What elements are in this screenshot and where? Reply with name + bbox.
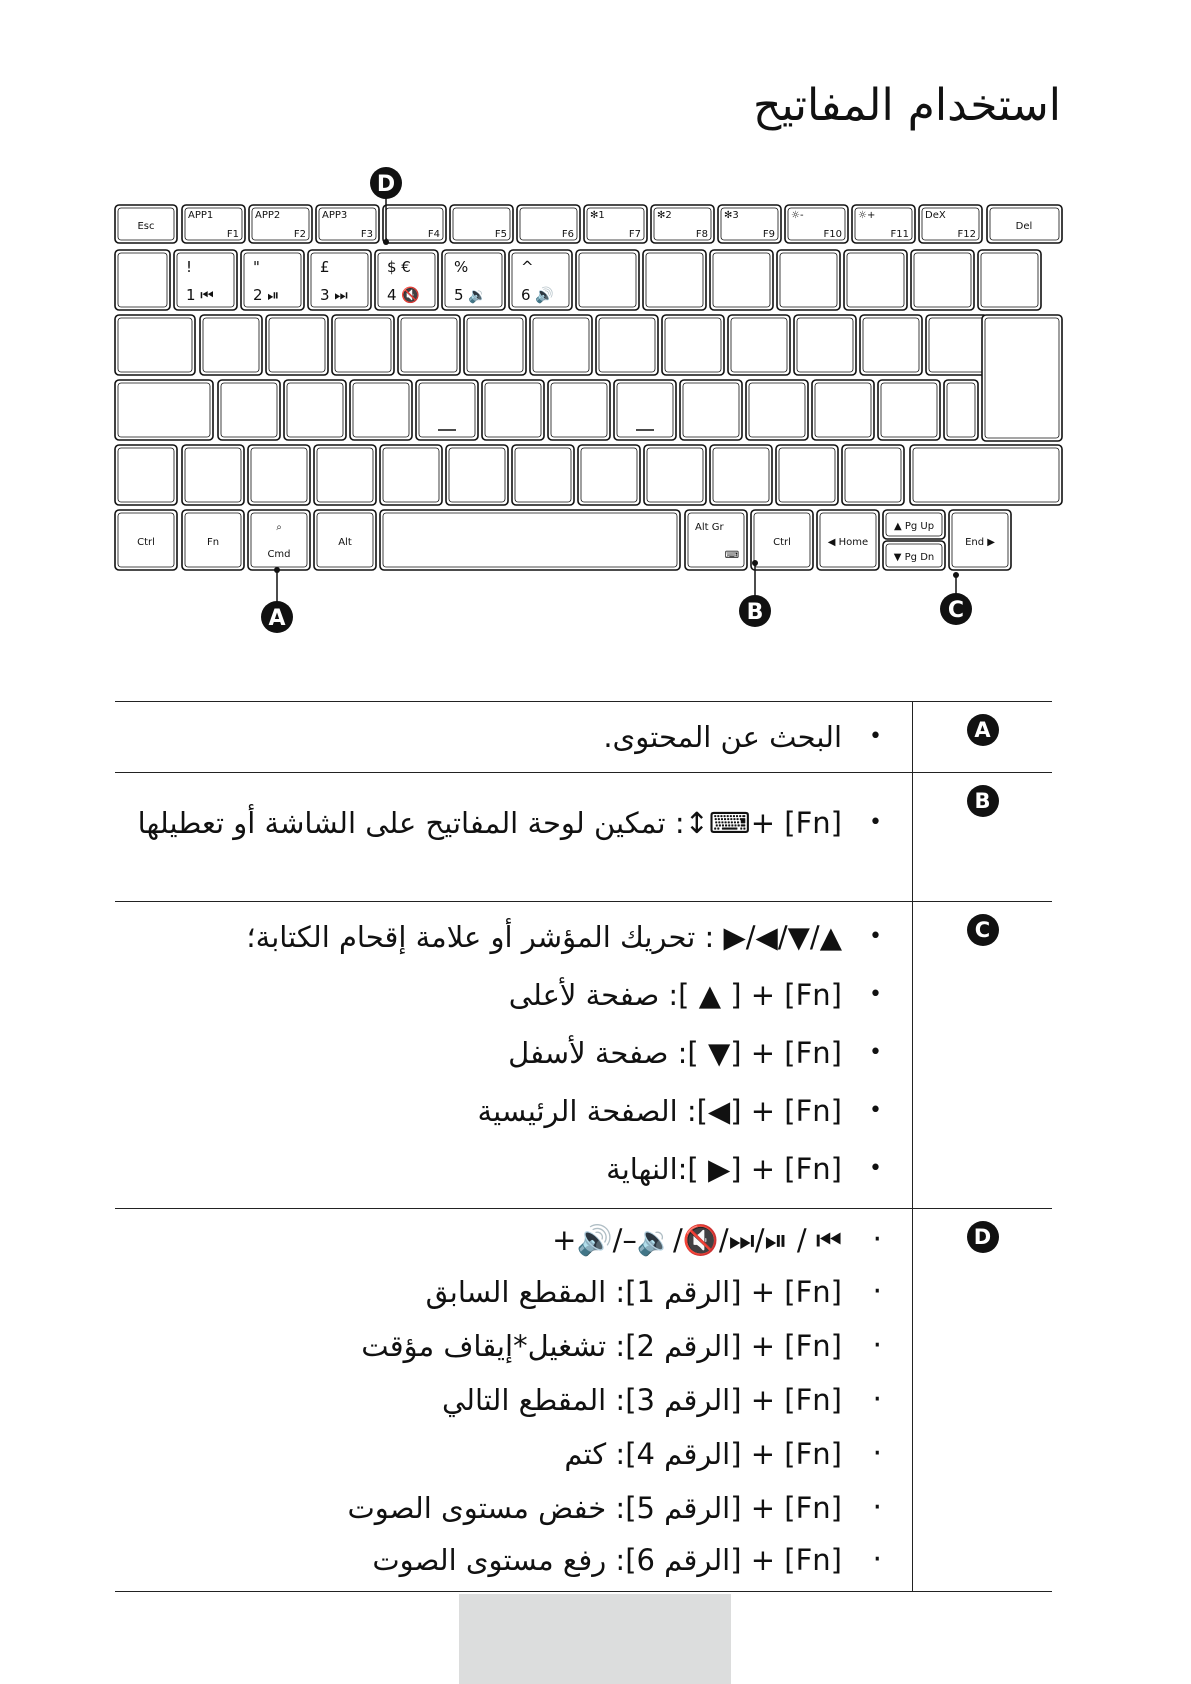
key-fn-number: F1: [226, 229, 239, 240]
key: [644, 445, 706, 505]
key: [662, 315, 724, 375]
key-f12: [919, 205, 982, 243]
row-content: [115, 773, 912, 901]
key-label-pgdn: ▼ Pg Dn: [893, 552, 935, 563]
key-label-pgup: ▲ Pg Up: [893, 521, 935, 532]
key: [643, 250, 706, 310]
key: [926, 315, 988, 375]
key: [416, 380, 478, 440]
key: [794, 315, 856, 375]
key: [446, 445, 508, 505]
table-row: [115, 902, 1052, 1209]
key-fn-label: APP2: [255, 210, 281, 221]
key-label-ctrl: Ctrl: [137, 537, 155, 548]
key: [512, 445, 574, 505]
badge-b: B: [967, 785, 999, 817]
badge-c: C: [967, 914, 999, 946]
key-symbol: £: [320, 258, 330, 276]
key-cmd: [248, 510, 310, 570]
callout-c-anchor: [953, 572, 959, 578]
key: [398, 315, 460, 375]
key: [314, 445, 376, 505]
key-number-label: 3 ⏭: [320, 286, 348, 304]
key-ctrl: [115, 510, 177, 570]
row-label: [912, 902, 1052, 1208]
key-symbol: !: [186, 258, 193, 276]
key-fn-number: F7: [628, 229, 641, 240]
key-f2: [249, 205, 312, 243]
row-label: [912, 773, 1052, 901]
key-f3: [316, 205, 379, 243]
key-f11: [852, 205, 915, 243]
key-fn-number: F6: [561, 229, 574, 240]
badge-d: D: [967, 1221, 999, 1253]
row-content: [115, 1209, 912, 1591]
key: [911, 250, 974, 310]
key-space: [380, 510, 680, 570]
key: [728, 315, 790, 375]
key-label-altgr: Alt Gr: [695, 522, 724, 533]
key-fn-label: ✻1: [590, 210, 605, 221]
key-backtick: [115, 250, 170, 310]
key: [578, 445, 640, 505]
key-enter: [982, 315, 1062, 441]
key: [842, 445, 904, 505]
key: [548, 380, 610, 440]
list-item: · [Fn] + [الرقم 1]: المقطع السابق: [125, 1265, 842, 1319]
key: [182, 445, 244, 505]
key-f7: [584, 205, 647, 243]
key-fn-number: F2: [293, 229, 306, 240]
key-symbol: ^: [521, 258, 534, 276]
key: [530, 315, 592, 375]
key: [350, 380, 412, 440]
key-alt: [314, 510, 376, 570]
key-label-fn: Fn: [206, 537, 220, 548]
list-item: • [Fn] + [▼ ]: صفحة لأسفل: [125, 1024, 842, 1082]
key: [614, 380, 676, 440]
callout-d: [370, 167, 402, 199]
list-item: • [Fn] + [ ▲ ]: صفحة لأعلى: [125, 966, 842, 1024]
key-tab: [115, 315, 195, 375]
key: [878, 380, 940, 440]
table-row: [115, 773, 1052, 902]
key: [844, 250, 907, 310]
key-number-2: [241, 250, 304, 310]
row-label: [912, 702, 1052, 772]
list-item: · [Fn] + [الرقم 5]: خفض مستوى الصوت: [125, 1481, 842, 1535]
key-caps: [115, 380, 213, 440]
footer-bar: [459, 1594, 731, 1684]
key: [710, 250, 773, 310]
page-title: استخدام المفاتيح: [753, 80, 1061, 131]
list-item: · [Fn] + [الرقم 3]: المقطع التالي: [125, 1373, 842, 1427]
shortcut-table: [115, 701, 1052, 1592]
list-item: • ▲/▼/◀/▶ : تحريك المؤشر أو علامة إقحام الكتابة؛: [125, 908, 842, 966]
key-number-label: 5 🔉: [454, 286, 487, 304]
list-item: · [Fn] + [الرقم 4]: كتم: [125, 1427, 842, 1481]
callout-a: [261, 601, 293, 633]
list-item: • البحث عن المحتوى.: [125, 708, 842, 766]
badge-a: A: [967, 714, 999, 746]
list-item: • [Fn] + [◀]: الصفحة الرئيسية: [125, 1082, 842, 1140]
key-fn-number: F12: [957, 229, 976, 240]
key-number-6: [509, 250, 572, 310]
key-fn-number: F9: [762, 229, 775, 240]
key-fn-number: F5: [494, 229, 507, 240]
key-f5: [450, 205, 513, 243]
key-pgdn: [883, 541, 945, 570]
callout-b: [739, 595, 771, 627]
callout-d-anchor: [383, 239, 389, 245]
key-fn-number: F10: [823, 229, 842, 240]
key: [284, 380, 346, 440]
key-fn-label: ✻2: [657, 210, 672, 221]
callout-c-label: C: [947, 598, 965, 623]
key-f1: [182, 205, 245, 243]
key: [680, 380, 742, 440]
key-symbol: $ €: [387, 258, 411, 276]
key-fn-label: ☼-: [791, 210, 804, 221]
list-item: · ⏮ / ⏯/⏭/🔇/🔉–/🔊+: [125, 1215, 842, 1265]
key-fn: [182, 510, 244, 570]
key: [777, 250, 840, 310]
key-number-3: [308, 250, 371, 310]
key-number-label: 6 🔊: [521, 286, 554, 304]
key-fn-label: ☼+: [858, 210, 876, 221]
key: [248, 445, 310, 505]
key: [266, 315, 328, 375]
key: [576, 250, 639, 310]
key-number-label: 2 ⏯: [253, 286, 280, 304]
key-fn-label: APP3: [322, 210, 348, 221]
row-content: [115, 702, 912, 772]
key-altgr: [685, 510, 747, 570]
callout-c: [940, 593, 972, 625]
key-fn-number: F3: [360, 229, 373, 240]
key-symbol: %: [454, 258, 469, 276]
key-label-cmd: Cmd: [267, 549, 291, 560]
list-item: • [Fn] +⌨↕: تمكين لوحة المفاتيح على الشاشة أو تعطيلها: [125, 779, 842, 867]
callout-d-label: D: [376, 172, 396, 197]
callout-a-anchor: [274, 567, 280, 573]
key-fn-label: DeX: [925, 210, 946, 221]
key-fn-number: F11: [890, 229, 909, 240]
key-ctrl-right: [751, 510, 813, 570]
callout-a-label: A: [268, 606, 286, 631]
list-item: • [Fn] + [▶ ]:النهاية: [125, 1140, 842, 1198]
key: [944, 380, 978, 440]
list-item: · [Fn] + [الرقم 6]: رفع مستوى الصوت: [125, 1535, 842, 1585]
key-symbol: ": [253, 258, 260, 276]
search-icon: ⌕: [276, 522, 282, 533]
key: [380, 445, 442, 505]
callout-b-anchor: [752, 560, 758, 566]
key-shift-right: [910, 445, 1062, 505]
key: [776, 445, 838, 505]
key-del: [987, 205, 1062, 243]
key-number-1: [174, 250, 237, 310]
callout-b-label: B: [746, 600, 764, 625]
key: [218, 380, 280, 440]
key-fn-number: F8: [695, 229, 708, 240]
key-label-del: Del: [1015, 221, 1033, 232]
key-label-home: ◀ Home: [827, 537, 869, 548]
key: [596, 315, 658, 375]
key-f9: [718, 205, 781, 243]
key-fn-label: ✻3: [724, 210, 739, 221]
keyboard-diagram: [110, 165, 1070, 645]
list-item: · [Fn] + [الرقم 2]: تشغيل*إيقاف مؤقت: [125, 1319, 842, 1373]
row-content: [115, 902, 912, 1208]
keyboard-icon: ⌨: [724, 550, 740, 561]
key-shift-left: [115, 445, 177, 505]
key: [710, 445, 772, 505]
key-label-alt: Alt: [338, 537, 352, 548]
key-fn-number: F4: [427, 229, 440, 240]
key: [200, 315, 262, 375]
key-f6: [517, 205, 580, 243]
key: [978, 250, 1041, 310]
key-home: [817, 510, 879, 570]
key-number-5: [442, 250, 505, 310]
key: [860, 315, 922, 375]
key: [464, 315, 526, 375]
key-label-ctrl-right: Ctrl: [773, 537, 791, 548]
table-row: [115, 702, 1052, 773]
key-label-esc: Esc: [137, 221, 155, 232]
key: [332, 315, 394, 375]
key-f8: [651, 205, 714, 243]
key: [746, 380, 808, 440]
key-fn-label: APP1: [188, 210, 214, 221]
key-number-4: [375, 250, 438, 310]
key-f10: [785, 205, 848, 243]
key: [482, 380, 544, 440]
key: [812, 380, 874, 440]
key-number-label: 4 🔇: [387, 286, 420, 304]
key-number-label: 1 ⏮: [186, 286, 214, 304]
table-row: [115, 1209, 1052, 1592]
row-label: [912, 1209, 1052, 1591]
key-label-end: End ▶: [965, 537, 995, 548]
key-end: [949, 510, 1011, 570]
key-f4: [383, 205, 446, 243]
key-esc: [115, 205, 177, 243]
key-pgup: [883, 510, 945, 539]
